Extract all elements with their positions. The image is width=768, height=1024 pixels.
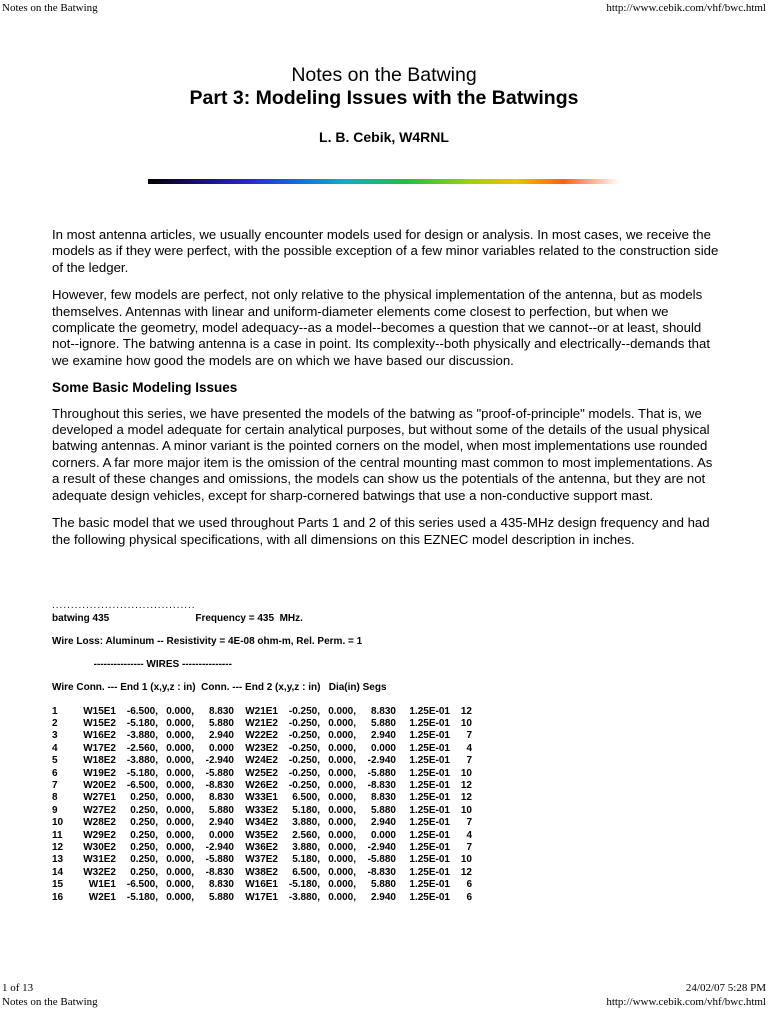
table-cell: W24E2 [245,755,278,767]
table-cell: 10 [52,817,64,829]
table-row [52,817,732,829]
table-cell: 5.880 [370,718,396,730]
table-cell: 0.250, [130,829,158,841]
table-cell: 0.000, [328,866,356,878]
footer-page-number: 1 of 13 [2,982,34,994]
table-cell: 0.000, [166,866,194,878]
table-row [52,830,732,842]
table-cell: 5 [52,755,58,767]
table-cell: 4 [466,742,472,754]
table-cell: 0.000, [328,742,356,754]
table-cell: 0.250, [130,866,158,878]
table-cell: W19E2 [83,767,116,779]
table-cell: 12 [460,705,472,717]
table-cell: W27E1 [83,792,116,804]
table-cell: 0.000, [328,780,356,792]
table-cell: -5.880 [367,767,396,779]
table-cell: 0.250, [130,854,158,866]
table-cell: 0.000, [328,829,356,841]
table-cell: 5.180, [292,804,320,816]
header-page-title: Notes on the Batwing [2,2,98,14]
wire-columns-header: Wire Conn. --- End 1 (x,y,z : in) Conn. --- End 2 (x,y,z : in) Dia(in) Segs [52,682,387,694]
table-cell: 1.25E-01 [409,742,450,754]
table-cell: -0.250, [288,742,320,754]
table-cell: 11 [52,829,63,841]
table-cell: 6 [52,767,58,779]
table-cell: 0.000, [328,891,356,903]
table-cell: W30E2 [83,841,116,853]
table-cell: 8.830 [370,705,396,717]
table-row [52,842,732,854]
article-body [52,227,722,559]
table-cell: W35E2 [245,829,278,841]
table-cell: W2E1 [88,891,116,903]
table-cell: W23E2 [245,742,278,754]
table-cell: 0.000, [166,817,194,829]
table-cell: -0.250, [288,767,320,779]
rainbow-divider [148,179,620,184]
table-cell: 15 [52,879,64,891]
table-cell: W36E2 [245,841,278,853]
table-row [52,706,732,718]
table-row [52,780,732,792]
table-cell: 12 [52,841,64,853]
table-cell: 0.000 [370,829,396,841]
table-cell: W16E1 [245,879,278,891]
table-cell: -8.830 [205,780,234,792]
table-cell: 2 [52,718,58,730]
table-cell: 12 [460,780,472,792]
table-cell: -3.880, [288,891,320,903]
table-cell: 12 [460,792,472,804]
table-cell: 1.25E-01 [409,854,450,866]
eznec-model-listing [52,600,732,904]
table-cell: 2.940 [370,730,396,742]
table-cell: 10 [460,767,472,779]
paragraph-intro: In most antenna articles, we usually encounter models used for design or analysis. In most cases, we receive the models as if they were perfect, with the possible exception of a few minor variables related to the construction side of the ledger. [52,227,719,275]
table-cell: -0.250, [288,730,320,742]
table-cell: 0.000, [166,854,194,866]
table-cell: 0.000, [166,841,194,853]
author-byline: L. B. Cebik, W4RNL [319,129,449,145]
table-cell: 2.940 [208,730,234,742]
table-cell: 13 [52,854,64,866]
title-line-2: Part 3: Modeling Issues with the Batwings [189,87,579,109]
table-cell: 8.830 [208,705,234,717]
wire-loss-line: Wire Loss: Aluminum -- Resistivity = 4E-08 ohm-m, Rel. Perm. = 1 [52,635,363,647]
table-cell: W22E2 [245,730,278,742]
model-frequency-line: batwing 435 Frequency = 435 MHz. [52,612,303,624]
table-cell: 1 [52,705,58,717]
table-cell: 0.250, [130,804,158,816]
table-cell: 0.000, [328,879,356,891]
table-cell: 0.000, [166,804,194,816]
table-cell: 0.000, [166,755,194,767]
table-cell: 1.25E-01 [409,817,450,829]
table-cell: -6.500, [126,780,158,792]
table-cell: W31E2 [83,854,116,866]
table-cell: 1.25E-01 [409,804,450,816]
table-cell: 4 [52,742,58,754]
table-cell: 0.250, [130,841,158,853]
table-cell: 0.000, [166,705,194,717]
table-cell: -2.940 [367,841,396,853]
table-row [52,743,732,755]
table-cell: 0.000, [328,755,356,767]
table-cell: -0.250, [288,718,320,730]
table-cell: 7 [466,755,472,767]
table-cell: W17E1 [245,891,278,903]
table-cell: -8.830 [367,866,396,878]
table-cell: 0.000, [328,730,356,742]
table-row [52,805,732,817]
table-cell: 3 [52,730,58,742]
dotted-separator: ...................................... [52,600,196,611]
table-cell: -5.180, [126,767,158,779]
table-row [52,730,732,742]
table-cell: -5.880 [205,854,234,866]
table-cell: W34E2 [245,817,278,829]
table-cell: 9 [52,804,58,816]
table-row [52,792,732,804]
table-cell: 0.000, [166,780,194,792]
table-cell: -6.500, [126,879,158,891]
paragraph-basic-model: The basic model that we used throughout Parts 1 and 2 of this series used a 435-MHz design frequency and had the following physical specifications, with all dimensions on this EZNEC model description in inches. [52,515,710,547]
table-cell: 1.25E-01 [409,755,450,767]
table-cell: 12 [460,866,472,878]
wires-heading: --------------- WIRES --------------- [52,659,232,671]
table-cell: 2.560, [292,829,320,841]
table-cell: 0.000, [166,767,194,779]
table-cell: 3.880, [292,817,320,829]
table-cell: W32E2 [83,866,116,878]
table-cell: -0.250, [288,705,320,717]
table-cell: W33E2 [245,804,278,816]
table-cell: 0.000, [166,829,194,841]
table-cell: 0.000 [370,742,396,754]
table-cell: 0.000, [166,742,194,754]
table-cell: 1.25E-01 [409,718,450,730]
table-cell: 1.25E-01 [409,866,450,878]
table-cell: 1.25E-01 [409,841,450,853]
table-cell: 1.25E-01 [409,705,450,717]
table-cell: -5.180, [126,718,158,730]
table-cell: -3.880, [126,755,158,767]
table-cell: W27E2 [83,804,116,816]
table-cell: 10 [460,854,472,866]
table-row [52,854,732,866]
table-cell: 1.25E-01 [409,730,450,742]
table-cell: 0.000, [328,705,356,717]
table-cell: 7 [52,780,58,792]
table-cell: 7 [466,841,472,853]
footer-url: http://www.cebik.com/vhf/bwc.html [606,996,766,1008]
table-cell: 0.000, [328,817,356,829]
table-cell: 1.25E-01 [409,767,450,779]
table-cell: -8.830 [205,866,234,878]
table-cell: 1.25E-01 [409,829,450,841]
table-row [52,892,732,904]
table-cell: -5.880 [367,854,396,866]
table-cell: 0.250, [130,817,158,829]
section-heading: Some Basic Modeling Issues [52,380,238,396]
table-cell: 16 [52,891,64,903]
table-cell: 6 [466,879,472,891]
table-cell: W29E2 [83,829,116,841]
table-row [52,879,732,891]
table-cell: W16E2 [83,730,116,742]
table-cell: 0.000 [208,742,234,754]
title-line-1: Notes on the Batwing [291,64,477,86]
table-cell: 0.000 [208,829,234,841]
table-cell: W33E1 [245,792,278,804]
table-cell: W20E2 [83,780,116,792]
table-cell: W18E2 [83,755,116,767]
table-cell: 0.000, [328,854,356,866]
table-row [52,867,732,879]
table-cell: 8.830 [208,879,234,891]
wire-table [52,706,732,904]
table-cell: 3.880, [292,841,320,853]
table-cell: 5.880 [370,879,396,891]
table-cell: 1.25E-01 [409,879,450,891]
table-cell: 5.880 [370,804,396,816]
table-cell: 5.880 [208,718,234,730]
table-cell: 0.000, [166,792,194,804]
table-cell: 0.250, [130,792,158,804]
table-cell: 14 [52,866,64,878]
footer-page-title: Notes on the Batwing [2,996,98,1008]
table-cell: 5.880 [208,804,234,816]
browser-print-footer [0,981,768,995]
table-cell: 2.940 [370,891,396,903]
browser-print-header [0,1,768,15]
table-cell: -6.500, [126,705,158,717]
table-cell: 8 [52,792,58,804]
table-cell: W28E2 [83,817,116,829]
table-cell: 10 [460,804,472,816]
table-cell: -5.880 [205,767,234,779]
header-url: http://www.cebik.com/vhf/bwc.html [606,2,766,14]
table-cell: 0.000, [328,792,356,804]
table-cell: W38E2 [245,866,278,878]
table-cell: 7 [466,730,472,742]
table-row [52,768,732,780]
table-cell: -0.250, [288,755,320,767]
table-cell: -5.180, [288,879,320,891]
table-cell: 1.25E-01 [409,891,450,903]
table-cell: 2.940 [208,817,234,829]
table-cell: 6 [466,891,472,903]
table-cell: 0.000, [328,804,356,816]
table-row [52,718,732,730]
table-cell: 5.180, [292,854,320,866]
table-cell: W15E1 [83,705,116,717]
table-cell: 8.830 [208,792,234,804]
table-cell: 0.000, [166,891,194,903]
table-cell: W17E2 [83,742,116,754]
table-cell: -8.830 [367,780,396,792]
paragraph-models: However, few models are perfect, not only relative to the physical implementation of the antenna, but as models themselves. Antennas with linear and uniform-diameter elements come closest to perfection, but when we complicate the geometry, model adequacy--as a model--becomes a question that we cannot--or at least, should not--ignore. The batwing antenna is a case in point. Its complexity--both physically and electrically--demands that we examine how good the models are on which we have based our discussion. [52,287,711,368]
table-cell: 7 [466,817,472,829]
table-cell: W37E2 [245,854,278,866]
table-cell: W15E2 [83,718,116,730]
table-cell: W25E2 [245,767,278,779]
table-cell: -2.940 [205,755,234,767]
table-cell: -3.880, [126,730,158,742]
table-cell: 2.940 [370,817,396,829]
table-cell: -2.560, [126,742,158,754]
table-cell: 0.000, [328,841,356,853]
table-cell: -2.940 [367,755,396,767]
table-cell: W21E2 [245,718,278,730]
table-cell: -0.250, [288,780,320,792]
table-cell: 6.500, [292,866,320,878]
table-cell: W26E2 [245,780,278,792]
table-cell: W21E1 [245,705,278,717]
browser-print-footer-2 [0,995,768,1009]
table-cell: 0.000, [328,767,356,779]
table-cell: 0.000, [166,730,194,742]
table-cell: 6.500, [292,792,320,804]
table-cell: -5.180, [126,891,158,903]
table-cell: 10 [460,718,472,730]
paragraph-proof-of-principle: Throughout this series, we have presented the models of the batwing as "proof-of-principle" models. That is, we developed a model adequate for certain analytical purposes, but without some of the details of the usual physical batwing antennas. A minor variant is the pointed corners on the model, when most implementations use rounded corners. A far more major item is the omission of the central mounting mast common to most implementations. As a result of these changes and omissions, the models can show us the potentials of the antenna, but they are not adequate design vehicles, except for sharp-cornered batwings that use a non-conductive support mast. [52,405,713,503]
table-cell: 1.25E-01 [409,780,450,792]
table-row [52,755,732,767]
table-cell: W1E1 [88,879,116,891]
table-cell: 8.830 [370,792,396,804]
table-cell: 0.000, [166,879,194,891]
table-cell: 4 [466,829,472,841]
footer-datetime: 24/02/07 5:28 PM [685,982,766,994]
table-cell: 0.000, [328,718,356,730]
page-title [0,64,768,110]
table-cell: 5.880 [208,891,234,903]
table-cell: -2.940 [205,841,234,853]
table-cell: 0.000, [166,718,194,730]
table-cell: 1.25E-01 [409,792,450,804]
